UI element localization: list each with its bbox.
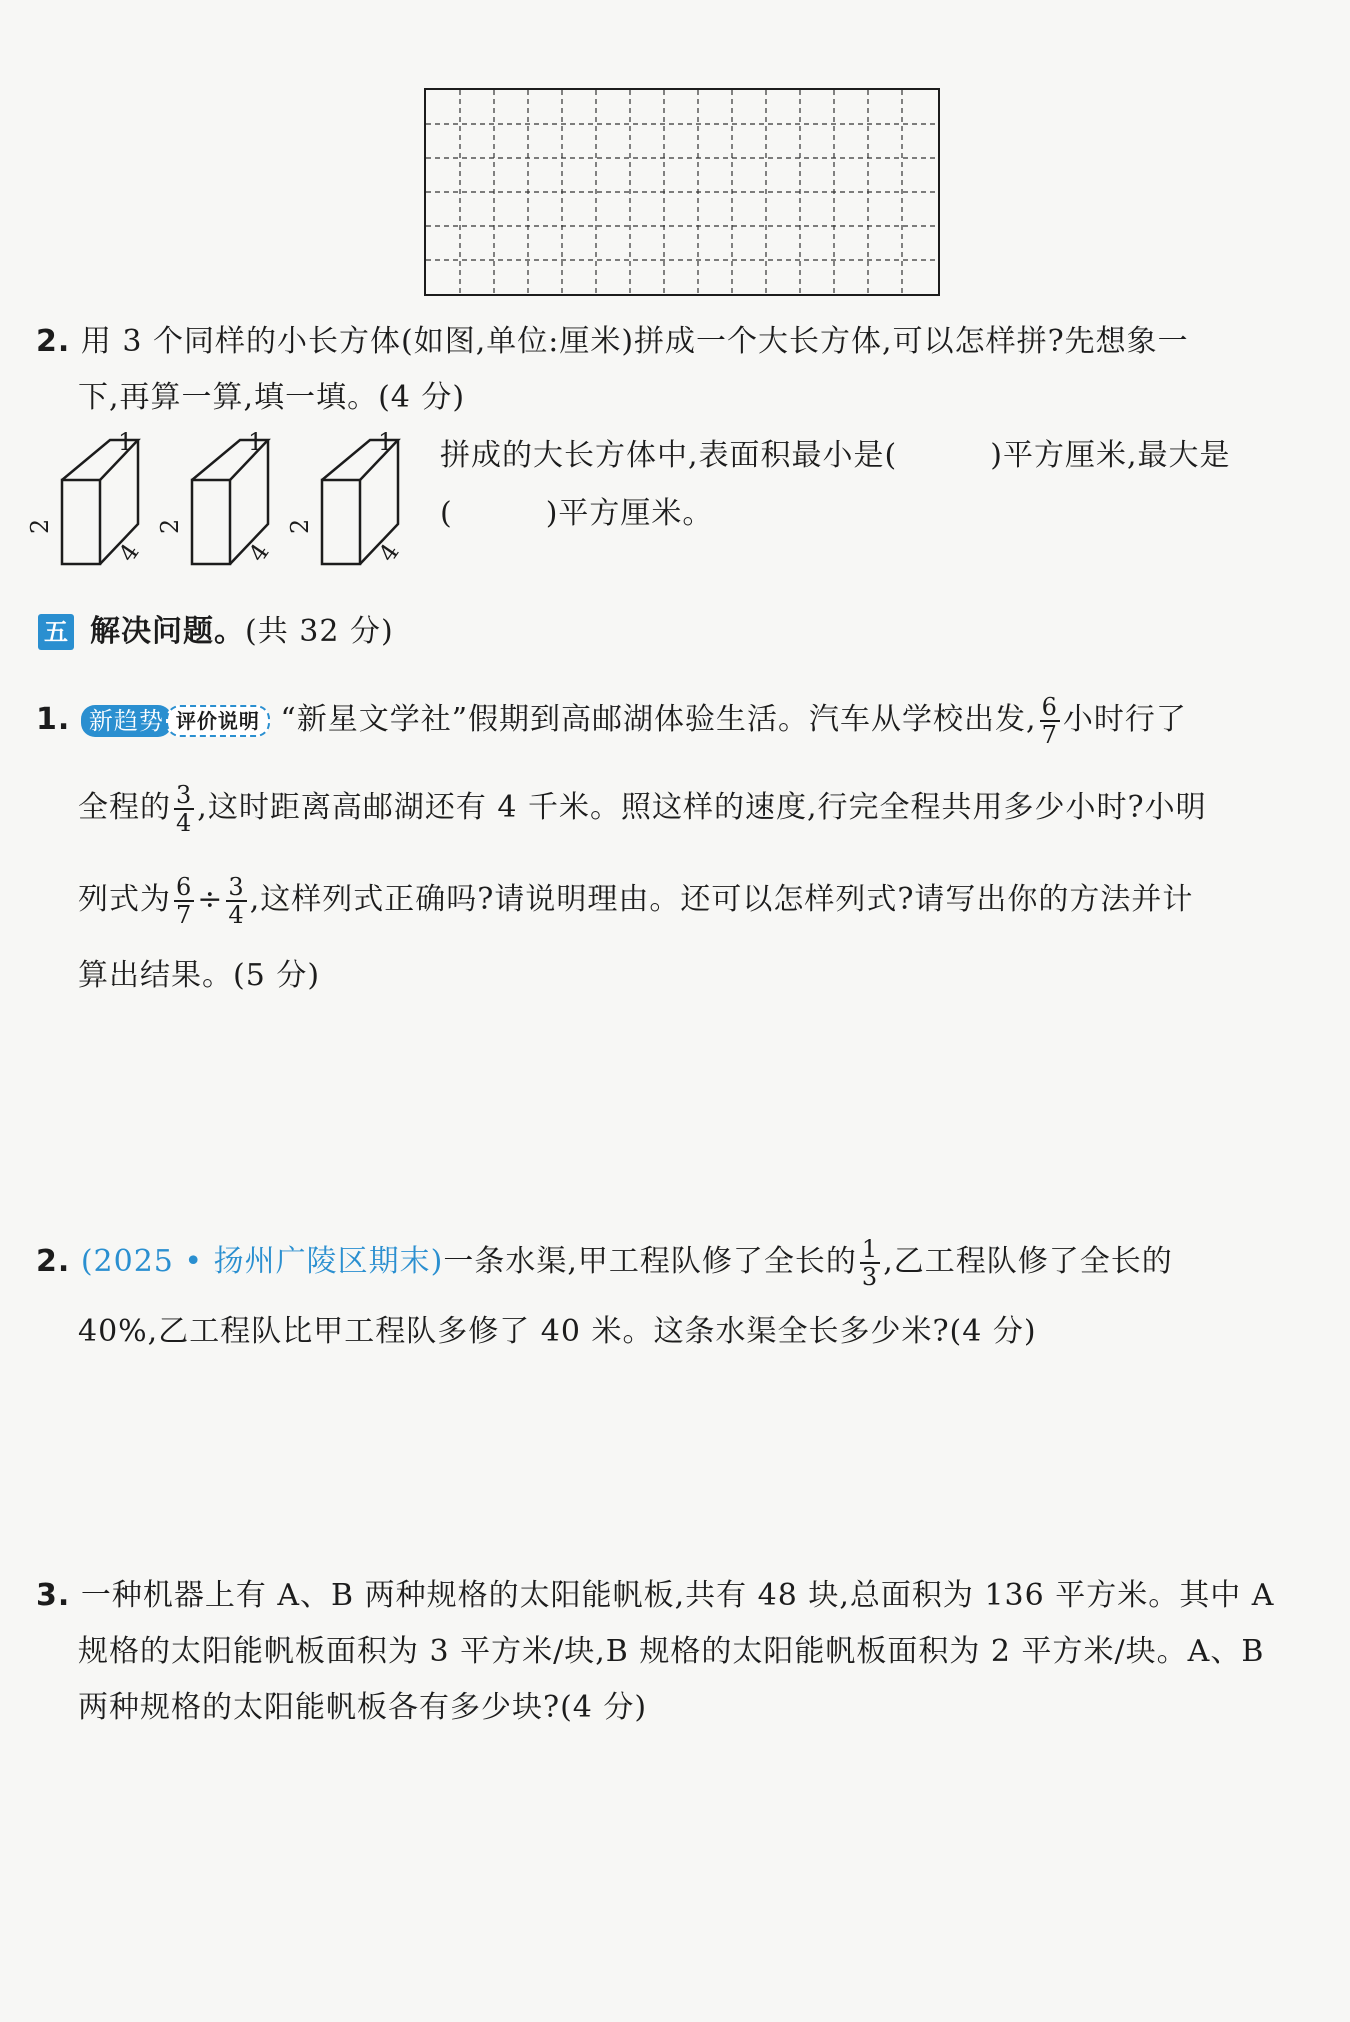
new-trend-tag: 新趋势	[81, 705, 172, 737]
cuboid-3-side-label: 2	[286, 518, 314, 534]
p3-line2: 规格的太阳能帆板面积为 3 平方米/块,B 规格的太阳能帆板面积为 2 平方米/块。A、B	[78, 1634, 1265, 1669]
p1-line3	[78, 870, 1193, 930]
p3-number: 3.	[36, 1578, 71, 1613]
p2-line2: 40%,乙工程队比甲工程队多修了 40 米。这条水渠全长多少米?(4 分)	[78, 1314, 1037, 1349]
p2-line1	[36, 1232, 1173, 1292]
section-5-title: 解决问题。	[90, 614, 245, 649]
frac-den: 3	[861, 1263, 879, 1291]
cuboid-2-top-label: 1	[248, 428, 264, 456]
p3-text-1: 一种机器上有 A、B 两种规格的太阳能帆板,共有 48 块,总面积为 136 平方米。其中 A	[80, 1578, 1275, 1613]
p1-text-1a: “新星文学社”假期到高邮湖体验生活。汽车从学校出发,	[280, 702, 1037, 737]
frac-den: 4	[176, 809, 193, 837]
frac-num: 3	[228, 873, 245, 901]
cuboid-2-depth-label: 4	[243, 538, 275, 567]
p1-number: 1.	[36, 702, 71, 737]
frac-num: 3	[176, 781, 193, 809]
q2-fill-line2: ( )平方厘米。	[440, 496, 714, 531]
fraction-3-4b	[226, 874, 246, 928]
p1-text-3b: ,这样列式正确吗?请说明理由。还可以怎样列式?请写出你的方法并计	[249, 882, 1194, 917]
q2-text-1: 用 3 个同样的小长方体(如图,单位:厘米)拼成一个大长方体,可以怎样拼?先想象一	[80, 324, 1189, 359]
p1-text-3a: 列式为	[78, 882, 171, 917]
p2-text-1b: ,乙工程队修了全长的	[883, 1244, 1173, 1279]
cuboid-3-top-label: 1	[378, 428, 394, 456]
p1-text-1b: 小时行了	[1062, 702, 1187, 737]
p1-line2	[78, 778, 1207, 838]
grid-lines	[426, 90, 938, 294]
evaluation-note-tag: 评价说明	[166, 705, 270, 737]
dotted-grid-paper	[424, 88, 940, 296]
q2-line1	[36, 322, 1189, 362]
cuboid-figures	[26, 428, 420, 580]
p2-source: (2025 • 扬州广陵区期末)	[80, 1244, 444, 1279]
cuboid-1-depth-label: 4	[113, 538, 145, 567]
fraction-6-7b	[174, 874, 194, 928]
section-5-heading	[90, 612, 394, 652]
division-sign: ÷	[197, 882, 224, 917]
cuboid-3-depth-label: 4	[373, 538, 405, 567]
p1-text-2a: 全程的	[78, 790, 171, 825]
cuboid-1-side-label: 2	[26, 518, 54, 534]
section-5-points: (共 32 分)	[245, 614, 394, 649]
cuboid-2-side-label: 2	[156, 518, 184, 534]
frac-num: 1	[861, 1235, 879, 1263]
q2-line2: 下,再算一算,填一填。(4 分)	[78, 380, 466, 415]
q2-number: 2.	[36, 324, 71, 359]
p2-number: 2.	[36, 1244, 71, 1279]
frac-num: 6	[1041, 693, 1058, 721]
frac-den: 7	[1041, 721, 1058, 749]
p3-line1	[36, 1576, 1274, 1616]
q2-fill-line1: 拼成的大长方体中,表面积最小是( )平方厘米,最大是	[440, 438, 1231, 473]
fraction-1-3	[860, 1236, 880, 1290]
p2-text-1a: 一条水渠,甲工程队修了全长的	[443, 1244, 857, 1279]
fraction-3-4	[174, 782, 194, 836]
p1-text-2b: ,这时距离高邮湖还有 4 千米。照这样的速度,行完全程共用多少小时?小明	[197, 790, 1207, 825]
frac-den: 4	[228, 901, 245, 929]
frac-den: 7	[176, 901, 193, 929]
p1-line4: 算出结果。(5 分)	[78, 958, 321, 993]
cuboid-1-top-label: 1	[118, 428, 134, 456]
p3-line3: 两种规格的太阳能帆板各有多少块?(4 分)	[78, 1690, 648, 1725]
frac-num: 6	[176, 873, 193, 901]
p1-line1	[36, 690, 1187, 750]
fraction-6-7	[1040, 694, 1060, 748]
section-5-badge: 五	[38, 614, 74, 650]
